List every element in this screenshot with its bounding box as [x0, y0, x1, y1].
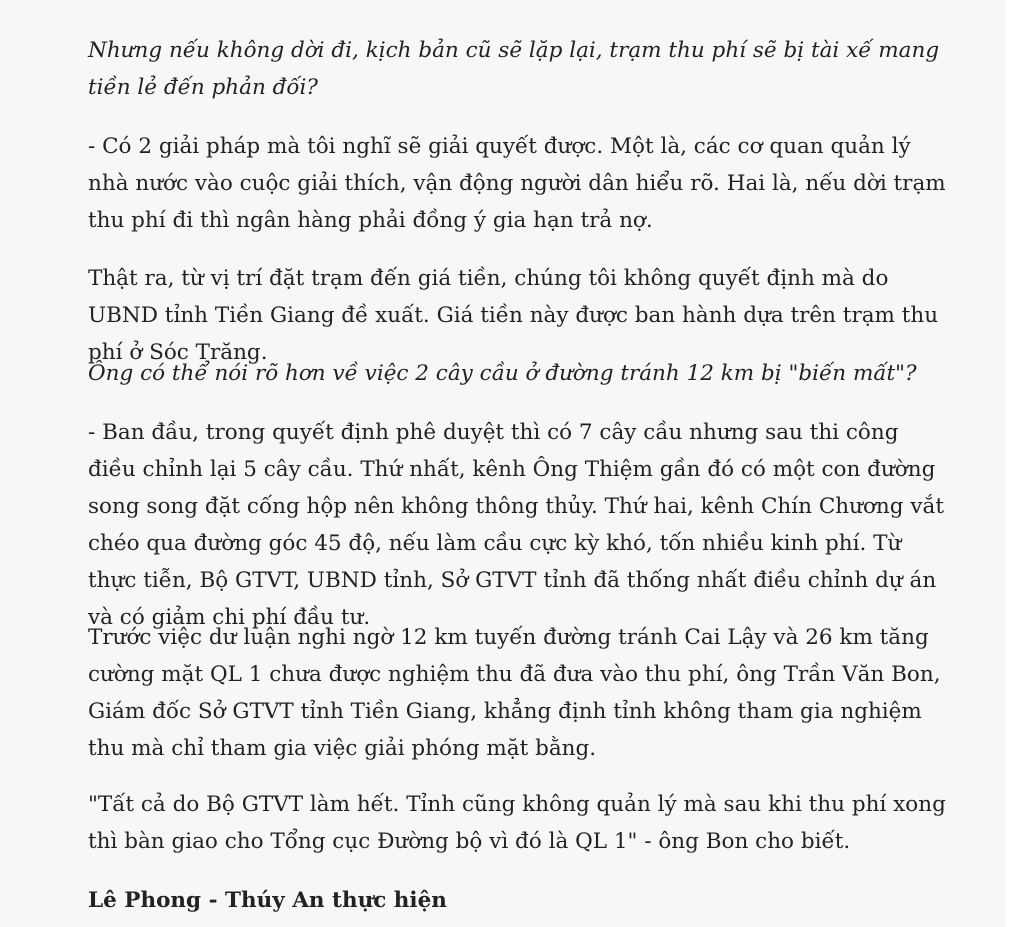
page-gutter [1005, 0, 1024, 927]
cut-off-line [88, 0, 948, 7]
interview-answer: - Có 2 giải pháp mà tôi nghĩ sẽ giải quyết được. Một là, các cơ quan quản lý nhà nước vào cuộc giải thích, vận động người dân hiểu rõ. Hai là, nếu dời trạm thu phí đi thì ngân hàng phải đồng ý gia hạn trả nợ. [88, 134, 946, 233]
interview-answer: - Ban đầu, trong quyết định phê duyệt thì có 7 cây cầu nhưng sau thi công điều chỉnh lại 5 cây cầu. Thứ nhất, kênh Ông Thiệm gần đó có một con đường song song đặt cống hộp nên không thông thủy. Thứ hai, kênh Chín Chương vắt chéo qua đường góc 45 độ, nếu làm cầu cực kỳ khó, tốn nhiều kinh phí. Từ thực tiễn, Bộ GTVT, UBND tỉnh, Sở GTVT tỉnh đã thống nhất điều chỉnh dự án và có giảm chi phí đầu tư. [88, 420, 944, 630]
interview-answer: Thật ra, từ vị trí đặt trạm đến giá tiền, chúng tôi không quyết định mà do UBND tỉnh Tiền Giang đề xuất. Giá tiền này được ban hành dựa trên trạm thu phí ở Sóc Trăng. [88, 266, 939, 365]
interview-question: Ông có thể nói rõ hơn về việc 2 cây cầu ở đường tránh 12 km bị "biến mất"? [88, 361, 917, 386]
interview-question: Nhưng nếu không dời đi, kịch bản cũ sẽ lặp lại, trạm thu phí sẽ bị tài xế mang tiền lẻ đến phản đối? [88, 38, 940, 100]
quote-paragraph: "Tất cả do Bộ GTVT làm hết. Tỉnh cũng không quản lý mà sau khi thu phí xong thì bàn giao cho Tổng cục Đường bộ vì đó là QL 1" - ông Bon cho biết. [88, 792, 946, 854]
article-paragraph: Trước việc dư luận nghi ngờ 12 km tuyến đường tránh Cai Lậy và 26 km tăng cường mặt QL 1 chưa được nghiệm thu đã đưa vào thu phí, ông Trần Văn Bon, Giám đốc Sở GTVT tỉnh Tiền Giang, khẳng định tỉnh không tham gia nghiệm thu mà chỉ tham gia việc giải phóng mặt bằng. [88, 625, 941, 761]
author-byline: Lê Phong - Thúy An thực hiện [88, 888, 447, 913]
